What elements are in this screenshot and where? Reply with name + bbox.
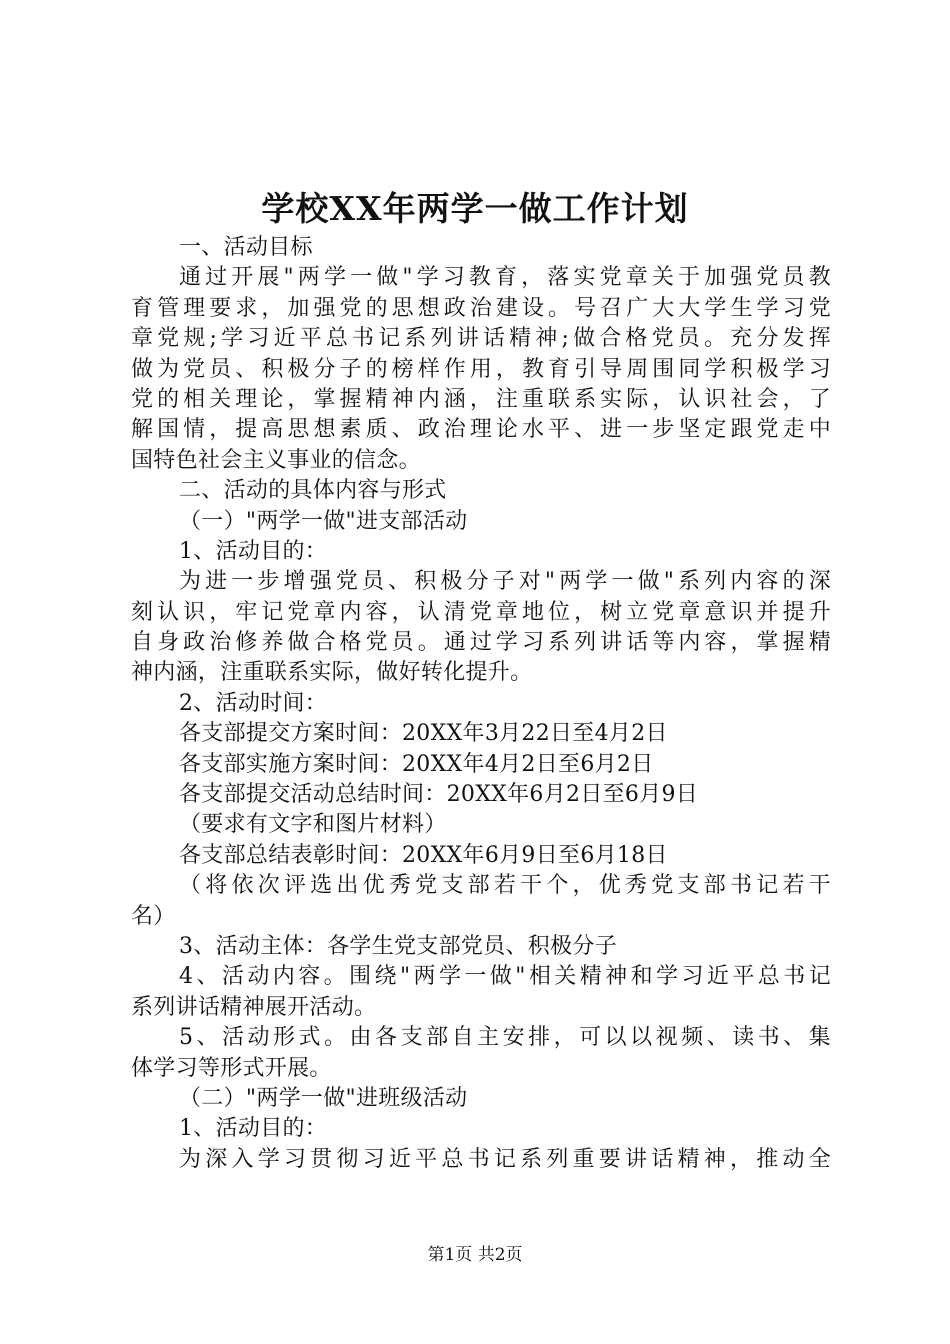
body-line: 1、活动目的： <box>179 1116 328 1142</box>
body-line: 2、活动时间： <box>179 690 328 716</box>
body-line: 各支部实施方案时间：20XX年4月2日至6月2日 <box>179 751 654 777</box>
body-line: 党的相关理论，掌握精神内涵，注重联系实际，认识社会，了 <box>131 386 831 412</box>
body-line: 5、活动形式。由各支部自主安排，可以以视频、读书、集 <box>179 1025 831 1051</box>
body-line: （一）"两学一做"进支部活动 <box>179 508 468 534</box>
body-line: （要求有文字和图片材料） <box>179 812 447 838</box>
body-line: 育管理要求，加强党的思想政治建设。号召广大大学生学习党 <box>131 295 831 321</box>
body-line: 各支部提交方案时间：20XX年3月22日至4月2日 <box>179 721 668 747</box>
body-line: 章党规;学习近平总书记系列讲话精神;做合格党员。充分发挥 <box>131 326 831 352</box>
body-line: 3、活动主体：各学生党支部党员、积极分子 <box>179 933 617 959</box>
body-line: 4、活动内容。围绕"两学一做"相关精神和学习近平总书记 <box>179 964 831 990</box>
body-line: 刻认识，牢记党章内容，认清党章地位，树立党章意识并提升 <box>131 599 831 625</box>
body-line: 做为党员、积极分子的榜样作用，教育引导周围同学积极学习 <box>131 356 831 382</box>
body-line: 为深入学习贯彻习近平总书记系列重要讲话精神，推动全 <box>179 1146 831 1172</box>
page-footer: 第1页 共2页 <box>427 1245 523 1265</box>
body-line: 名） <box>131 903 176 929</box>
document-body <box>131 233 831 1175</box>
body-line: （二）"两学一做"进班级活动 <box>179 1085 468 1111</box>
body-line: 神内涵，注重联系实际，做好转化提升。 <box>131 660 533 686</box>
body-line: 各支部总结表彰时间：20XX年6月9日至6月18日 <box>179 842 668 868</box>
body-line: （将依次评选出优秀党支部若干个，优秀党支部书记若干 <box>179 873 831 899</box>
body-line: 各支部提交活动总结时间：20XX年6月2日至6月9日 <box>179 782 699 808</box>
body-line: 1、活动目的： <box>179 538 328 564</box>
body-line: 体学习等形式开展。 <box>131 1055 332 1081</box>
body-line: 一、活动目标 <box>179 235 313 260</box>
body-line: 国特色社会主义事业的信念。 <box>131 447 421 473</box>
body-line: 自身政治修养做合格党员。通过学习系列讲话等内容，掌握精 <box>131 630 831 656</box>
body-line: 通过开展"两学一做"学习教育，落实党章关于加强党员教 <box>179 265 831 291</box>
body-line: 二、活动的具体内容与形式 <box>179 478 447 504</box>
body-line: 为进一步增强党员、积极分子对"两学一做"系列内容的深 <box>179 569 831 595</box>
body-line: 系列讲话精神展开活动。 <box>131 994 377 1020</box>
body-line: 解国情，提高思想素质、政治理论水平、进一步坚定跟党走中 <box>131 417 831 443</box>
document-title: 学校XX年两学一做工作计划 <box>261 189 689 228</box>
